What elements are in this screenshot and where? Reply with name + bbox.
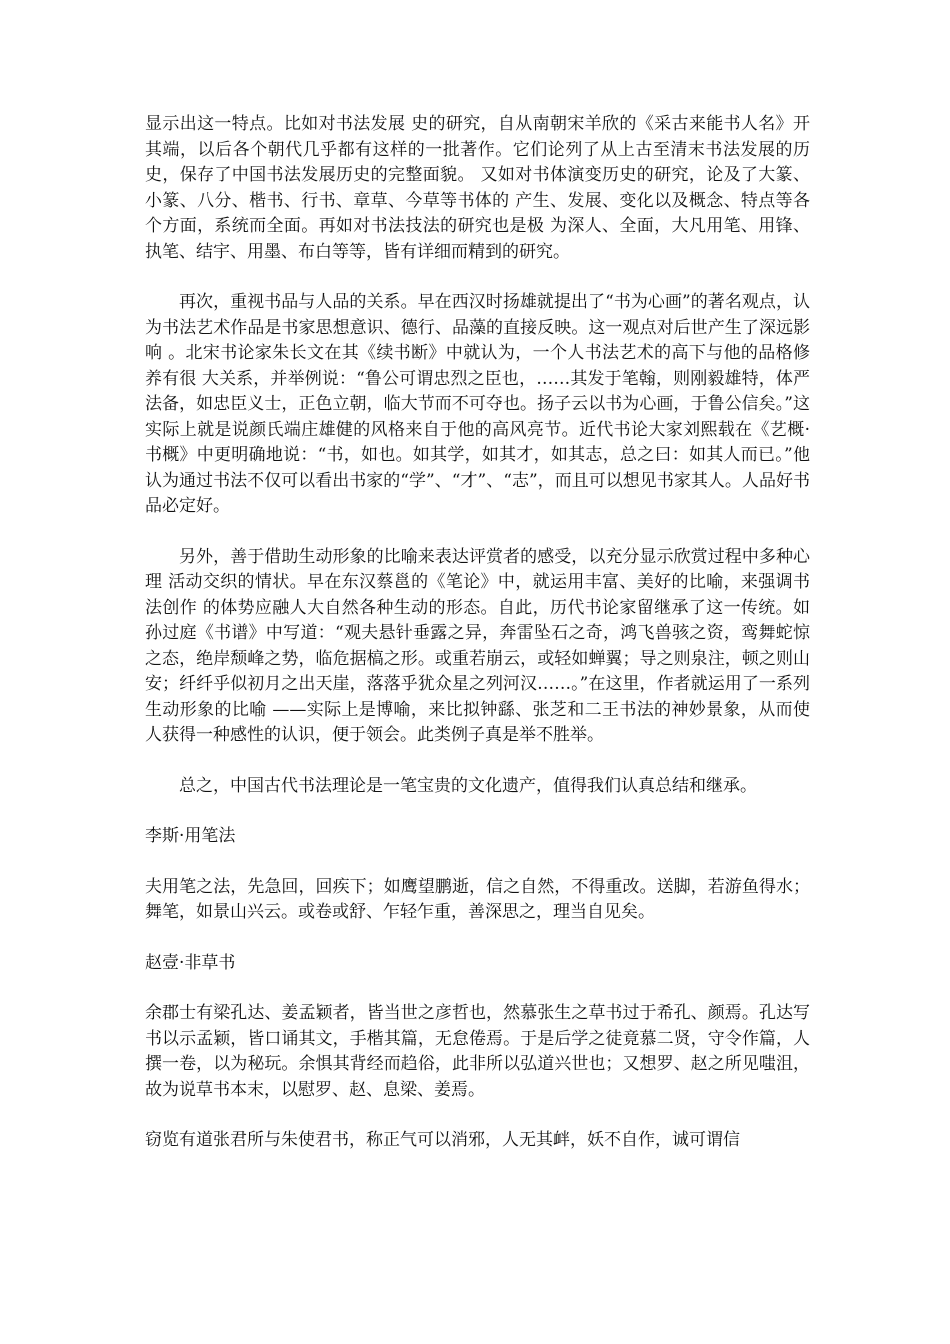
- section-heading-zhao-yi: 赵壹·非草书: [145, 952, 236, 973]
- section-heading-li-si: 李斯·用笔法: [145, 826, 236, 846]
- document-body: [145, 112, 810, 1154]
- paragraph-li-si-text: 夫用笔之法，先急回，回疾下；如鹰望鹏逝，信之自然，不得重改。送脚，若游鱼得水；舞笔，如景山兴云。或卷或舒、乍轻乍重，善深思之，理当自见矣。: [145, 876, 810, 922]
- paragraph-metaphor: 另外，善于借助生动形象的比喻来表达评赏者的感受，以充分显示欣赏过程中多种心理 活动交织的情状。早在东汉蔡邕的《笔论》中，就运用丰富、美好的比喻，来强调书法创作 的体势应融人大自然各种生动的形态。自此，历代书论家留继承了这一传统。如孙过庭《书谱》中写道：“观夫悬针垂露之异，奔雷坠石之奇，鸿飞兽骇之资，鸾舞蛇惊之态，绝岸颓峰之势，临危据槁之形。或重若崩云，或轻如蝉翼；导之则泉注，顿之则山安；纤纤乎似初月之出天崖，落落乎犹众星之列河汉……。”在这里，作者就运用了一系列生动形象的比喻 ——实际上是博喻，来比拟钟繇、张芝和二王书法的神妙景象，从而使人获得一种感性的认识，便于领会。此类例子真是举不胜举。: [145, 546, 810, 745]
- paragraph-character-and-calligraphy: 再次，重视书品与人品的关系。早在西汉时扬雄就提出了“书为心画”的著名观点，认为书法艺术作品是书家思想意识、德行、品藻的直接反映。这一观点对后世产生了深远影响 。北宋书论家朱长文在其《续书断》中就认为，一个人书法艺术的高下与他的品格修养有很 大关系，并举例说：“鲁公可谓忠烈之臣也，……其发于笔翰，则刚毅雄特，体严法备，如忠臣义士，正色立朝，临大节而不可夺也。扬子云以书为心画，于鲁公信矣。”这实际上就是说颜氏端庄雄健的风格来自于他的高风亮节。近代书论大家刘熙载在《艺概·书概》中更明确地说：“书，如也。如其学，如其才，如其志，总之曰：如其人而已。”他认为通过书法不仅可以看出书家的“学”、“才”、“志”，而且可以想见书家其人。人品好书品必定好。: [145, 292, 810, 516]
- paragraph-zhao-yi-continued: 窃览有道张君所与朱使君书，称正气可以消邪，人无其衅，妖不自作，诚可谓信: [145, 1130, 740, 1150]
- paragraph-zhao-yi-text: 余郡士有梁孔达、姜孟颖者，皆当世之彦哲也，然慕张生之草书过于希孔、颜焉。孔达写书以示孟颖，皆口诵其文，手楷其篇，无怠倦焉。于是后学之徒竟慕二贤，守令作篇，人撰一卷，以为秘玩。余惧其背经而趋俗，此非所以弘道兴世也；又想罗、赵之所见嗤沮，故为说草书本末，以慰罗、赵、息梁、姜焉。: [145, 1003, 810, 1100]
- paragraph-history-research: 显示出这一特点。比如对书法发展 史的研究，自从南朝宋羊欣的《采古来能书人名》开其端，以后各个朝代几乎都有这样的一批著作。它们论列了从上古至清末书法发展的历史，保存了中国书法发展历史的完整面貌。 又如对书体演变历史的研究，论及了大篆、小篆、八分、楷书、行书、章草、今草等书体的 产生、发展、变化以及概念、特点等各个方面，系统而全面。再如对书法技法的研究也是极 为深人、全面，大凡用笔、用锋、执笔、结宇、用墨、布白等等，皆有详细而精到的研究。: [145, 114, 810, 262]
- paragraph-conclusion: 总之，中国古代书法理论是一笔宝贵的文化遗产，值得我们认真总结和继承。: [179, 775, 757, 796]
